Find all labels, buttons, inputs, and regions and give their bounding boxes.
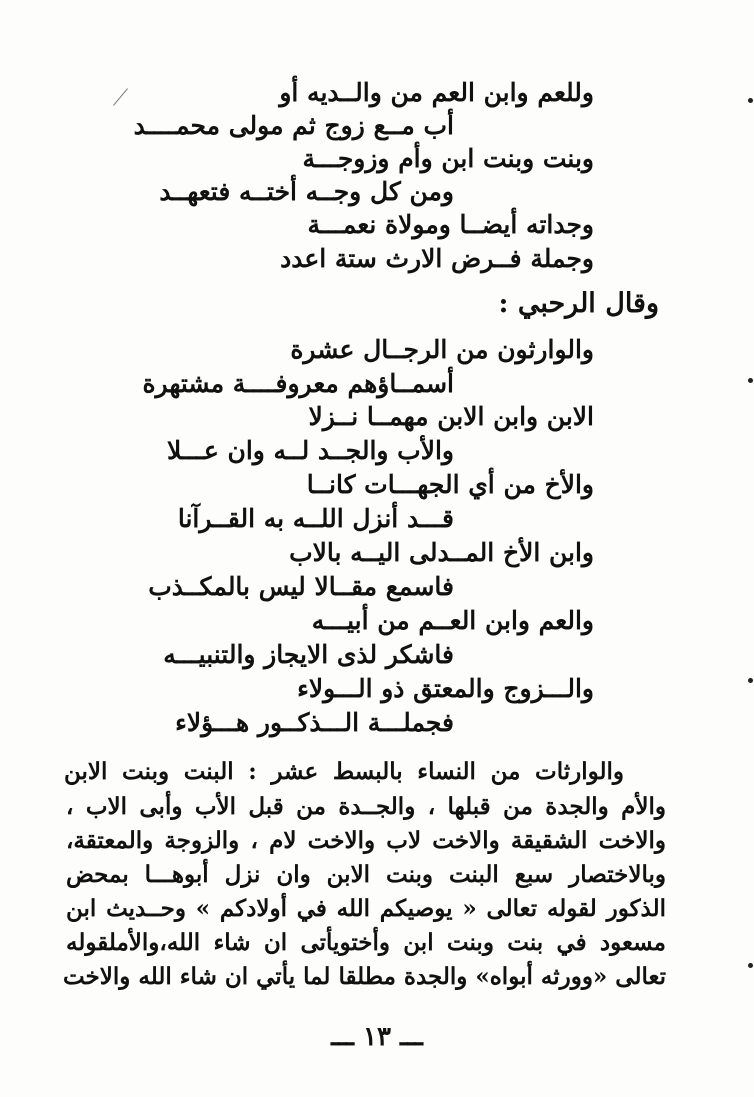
prose-line: والوارثات من النساء بالبسط عشر : البنت وبنت الابن bbox=[64, 758, 624, 785]
verse-line: والـــزوج والمعتق ذو الـــولاء bbox=[297, 674, 594, 703]
verse-line: ومن كل وجــه أختــه فتعهــد bbox=[159, 177, 454, 206]
prose-line: الذكور لقوله تعالى « يوصيكم الله في أولادكم » وحــديث ابن bbox=[66, 895, 666, 922]
verse-line: فاشكر لذى الايجاز والتنبيـــه bbox=[163, 640, 454, 669]
verse-line: الابن وابن الابن مهمــا نــزلا bbox=[308, 402, 594, 431]
page-number: ـــ ١٣ ـــ bbox=[331, 1022, 423, 1052]
verse-line: أب مــع زوج ثم مولى محمــــد bbox=[133, 111, 454, 140]
margin-speck bbox=[748, 678, 753, 683]
margin-speck bbox=[748, 378, 753, 383]
section-heading: وقال الرحبي : bbox=[498, 288, 659, 319]
verse-line: قـــد أنزل اللــه به القــرآنا bbox=[177, 504, 454, 533]
margin-speck bbox=[748, 98, 753, 103]
stray-pencil-mark bbox=[113, 88, 128, 105]
verse-line: والعم وابن العــم من أبيـــه bbox=[311, 606, 594, 635]
verse-line: وابن الأخ المــدلى اليــه بالاب bbox=[289, 538, 594, 567]
margin-speck bbox=[748, 963, 753, 968]
verse-line: والأب والجــد لــه وان عـــلا bbox=[166, 436, 454, 465]
verse-line: فاسمع مقــالا ليس بالمكــذب bbox=[148, 572, 454, 601]
prose-line: والأم والجدة من قبلها ، والجــدة من قبل الأب وأبى الاب ، bbox=[66, 793, 666, 820]
verse-line: وللعم وابن العم من والــديه أو bbox=[279, 78, 594, 107]
prose-line: وبالاختصار سبع البنت وبنت الابن وان نزل أبوهـــا بمحض bbox=[66, 861, 666, 888]
verse-line: والأخ من أي الجهـــات كانــا bbox=[306, 470, 594, 499]
prose-line: والاخت الشقيقة والاخت لاب والاخت لام ، والزوجة والمعتقة، bbox=[66, 827, 666, 854]
prose-line: مسعود في بنت وبنت ابن وأختويأتى ان شاء الله،والأملقوله bbox=[66, 929, 666, 956]
verse-line: فجملـــة الـــذكــور هـــؤلاء bbox=[175, 708, 454, 737]
prose-line: تعالى «وورثه أبواه» والجدة مطلقا لما يأتي ان شاء الله والاخت bbox=[62, 963, 666, 990]
verse-line: وبنت وبنت ابن وأم وزوجـــة bbox=[302, 144, 594, 173]
verse-line: والوارثون من الرجــال عشرة bbox=[290, 335, 594, 364]
verse-line: أسمــاؤهم معروفــــة مشتهرة bbox=[142, 369, 454, 398]
verse-line: وجملة فــرض الارث ستة اعدد bbox=[280, 244, 594, 273]
verse-line: وجداته أيضــا ومولاة نعمـــة bbox=[307, 210, 594, 239]
